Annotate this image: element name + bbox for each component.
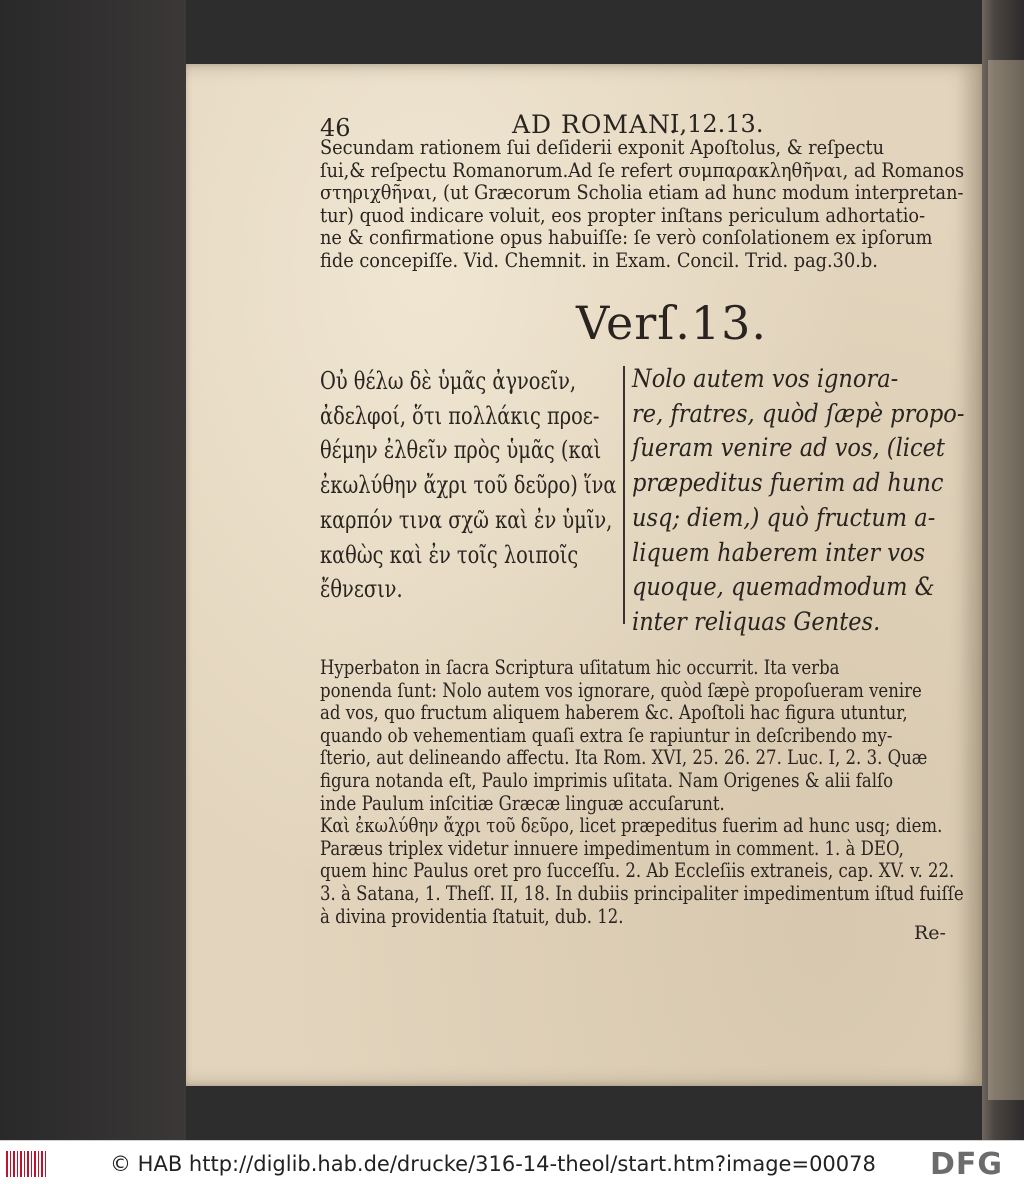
text-line: Paræus triplex videtur innuere impedimentum in comment. 1. à DEO, <box>320 836 904 860</box>
greek-line: καρπόν τινα σχῶ καὶ ἐν ὑμῖν, <box>320 505 613 534</box>
viewer-footer <box>0 1140 1024 1184</box>
text-line: fide concepiſſe. Vid. Chemnit. in Exam. Concil. Trid. pag.30.b. <box>320 248 878 272</box>
text-line: ſui,& reſpectu Romanorum.Ad ſe refert συμπαρακληθῆναι, ad Romanos <box>320 158 965 182</box>
text-line: tur) quod indicare voluit, eos propter inſtans periculum adhortatio- <box>320 203 926 227</box>
copyright-url[interactable]: © HAB http://diglib.hab.de/drucke/316-14-theol/start.htm?image=00078 <box>110 1152 876 1176</box>
catchword: Re- <box>914 922 946 944</box>
text-line: ad vos, quo fructum aliquem haberem &c. Apoſtoli hac figura utuntur, <box>320 701 908 725</box>
dfg-logo: DFG <box>930 1147 1004 1182</box>
latin-line: præpeditus fuerim ad hunc <box>632 468 944 498</box>
latin-line: inter reliquas Gentes. <box>632 606 881 636</box>
text-line: Hyperbaton in ſacra Scriptura uſitatum hic occurrit. Ita verba <box>320 656 840 679</box>
column-divider <box>623 366 625 624</box>
latin-verse-column <box>632 362 1001 640</box>
text-line: inde Paulum inſcitiæ Græcæ linguæ accuſarunt. <box>320 791 725 815</box>
greek-line: ἐκωλύθην ἄχρι τοῦ δεῦρο) ἵνα <box>320 471 617 500</box>
latin-line: usq; diem,) quò fructum a- <box>632 502 936 532</box>
text-line: ne & confirmatione opus habuiſſe: ſe verò conſolationem ex ipſorum <box>320 226 933 250</box>
hab-barcode-icon <box>6 1151 46 1177</box>
commentary-paragraph-2 <box>320 657 1024 928</box>
book-page <box>186 64 982 1086</box>
text-line: ponenda ſunt: Nolo autem vos ignorare, quòd ſæpè propoſueram venire <box>320 678 922 702</box>
text-line: στηριχθῆναι, (ut Græcorum Scholia etiam ad hunc modum interpretan- <box>320 181 964 205</box>
latin-line: ſueram venire ad vos, (licet <box>632 433 945 463</box>
text-line: à divina providentia ſtatuit, dub. 12. <box>320 904 624 928</box>
greek-line: καθὼς καὶ ἐν τοῖς λοιποῖς <box>320 540 579 569</box>
page-number: 46 <box>320 114 351 142</box>
text-line: ſterio, aut delineando affectu. Ita Rom. XVI, 25. 26. 27. Luc. I, 2. 3. Quæ <box>320 746 928 770</box>
greek-line: θέμην ἐλθεῖν πρὸς ὑμᾶς (καὶ <box>320 436 602 465</box>
running-reference: I,12.13. <box>670 110 764 138</box>
latin-line: re, fratres, quòd ſæpè propo- <box>632 398 965 428</box>
scan-background-left <box>0 0 186 1140</box>
greek-line: Οὐ θέλω δὲ ὑμᾶς ἀγνοεῖν, <box>320 367 577 395</box>
text-line: Καὶ ἐκωλύθην ἄχρι τοῦ δεῦρο, licet præpeditus fuerim ad hunc usq; diem. <box>320 814 943 838</box>
text-line: figura notanda eſt, Paulo imprimis uſitata. Nam Origenes & alii falſo <box>320 768 894 792</box>
verse-heading: Verſ.13. <box>576 296 768 350</box>
text-line: Secundam rationem ſui deſiderii exponit Apoſtolus, & reſpectu <box>320 136 885 159</box>
running-title: AD ROMAN. <box>512 110 679 139</box>
text-line: quando ob vehementiam quaſi extra ſe rapiuntur in deſcribendo my- <box>320 723 893 747</box>
greek-line: ἔθνεσιν. <box>320 575 403 604</box>
latin-line: Nolo autem vos ignora- <box>632 364 899 393</box>
text-line: 3. à Satana, 1. Theſſ. II, 18. In dubiis principaliter impedimentum iſtud fuiſſe <box>320 881 964 905</box>
text-line: quem hinc Paulus oret pro ſucceſſu. 2. Ab Eccleſiis extraneis, cap. XV. v. 22. <box>320 859 955 883</box>
greek-line: ἀδελφοί, ὅτι πολλάκις προε- <box>320 401 600 430</box>
latin-line: liquem haberem inter vos <box>632 537 926 567</box>
commentary-paragraph-1 <box>320 137 1024 273</box>
latin-line: quoque, quemadmodum & <box>632 572 935 602</box>
